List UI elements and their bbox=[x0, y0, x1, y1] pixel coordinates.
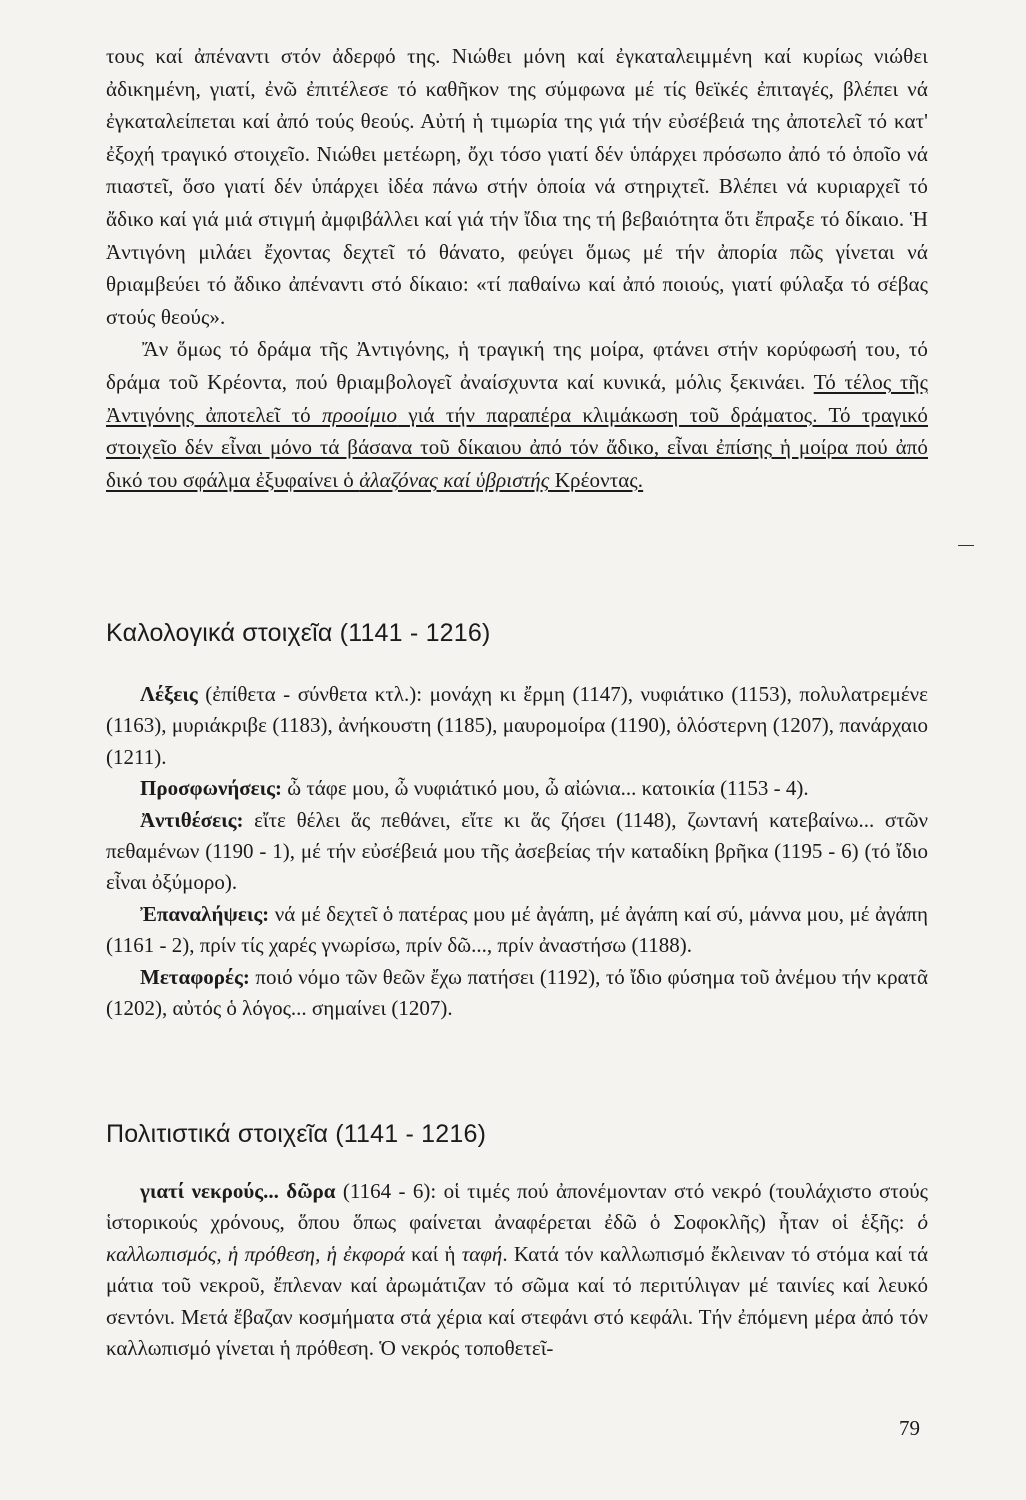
entry-lexeis bbox=[106, 679, 928, 773]
paragraph-2-start: Ἄν ὅμως τό δράμα τῆς Ἀντιγόνης, ἡ τραγική της μοίρα, φτάνει στήν κορύφωσή του, τό δράμα τοῦ Κρέοντα, πού θριαμβολογεῖ ἀναίσχυντα καί κυνικά, μόλις ξεκινάει. bbox=[106, 337, 928, 394]
underlined-italic-2: ἀλαζόνας καί ὑβριστής bbox=[359, 467, 550, 492]
underlined-2: γιά τήν παραπέρα κλιμάκωση τοῦ δράματος. Τό τραγικό στοιχεῖο δέν εἶναι μόνο τά βάσανα τοῦ δίκαιου ἀπό τόν ἄδικο, εἶναι ἐπίσης ἡ μοίρα πού ἀπό δικό του σφάλμα ἐξυφαίνει ὁ bbox=[106, 402, 928, 492]
section-title-politistika: Πολιτιστικά στοιχεῖα (1141 - 1216) bbox=[106, 1120, 487, 1148]
entry-text: ὦ τάφε μου, ὦ νυφιάτικό μου, ὦ αἰώνια... κατοικία (1153 - 4). bbox=[282, 776, 809, 801]
underlined-3: Κρέοντας. bbox=[549, 467, 644, 492]
page-number: 79 bbox=[899, 1416, 920, 1440]
entry-text-3: . Κατά τόν καλλωπισμό ἔκλειναν τό στόμα καί τά μάτια τοῦ νεκροῦ, ἔπλεναν καί ἀρωμάτιζαν τό σῶμα καί τό περιτύλιγαν μέ ταινίες καί λευκό σεντόνι. Μετά ἔβαζαν κοσμήματα στά χέρια καί στεφάνι στό κεφάλι. Τήν ἐπόμενη μέρα ἀπό τόν καλλωπισμό γίνεται ἡ πρόθεση. Ὁ νεκρός τοποθετεῖ- bbox=[106, 1241, 928, 1361]
entry-prosfoniseis bbox=[106, 773, 928, 804]
entry-antitheseis bbox=[106, 805, 928, 899]
entry-text: (ἐπίθετα - σύνθετα κτλ.): μονάχη κι ἔρμη (1147), νυφιάτικο (1153), πολυλατρεμένε (1163), μυριάκριβε (1183), ἀνήκουστη (1185), μαυρομοίρα (1190), ὁλόστερνη (1207), πανάρχαιο (1211). bbox=[106, 682, 928, 769]
entry-nekrous-dora bbox=[106, 1176, 928, 1364]
entry-label: Ἀντιθέσεις: bbox=[140, 807, 244, 832]
entry-italic-2: ταφή bbox=[461, 1241, 503, 1266]
margin-mark bbox=[958, 545, 974, 546]
paragraph-2 bbox=[106, 333, 928, 496]
section-title-kalologika: Καλολογικά στοιχεῖα (1141 - 1216) bbox=[106, 619, 491, 647]
entry-text: ποιό νόμο τῶν θεῶν ἔχω πατήσει (1192), τό ἴδιο φύσημα τοῦ ἀνέμου τήν κρατᾶ (1202), αὐτός ὁ λόγος... σημαίνει (1207). bbox=[106, 964, 928, 1021]
underlined-italic-1: προοίμιο bbox=[322, 402, 398, 427]
entry-text-2: καί ἡ bbox=[404, 1241, 462, 1266]
entry-label: Προσφωνήσεις: bbox=[140, 776, 283, 801]
entry-italic-1: ὁ καλλωπισμός, ἡ πρόθεση, ἡ ἐκφορά bbox=[106, 1210, 928, 1266]
entry-text: εἴτε θέλει ἅς πεθάνει, εἴτε κι ἅς ζήσει (1148), ζωντανή κατεβαίνω... στῶν πεθαμένων (1190 - 1), μέ τήν εὐσέβειά μου τῆς ἀσεβείας τήν καταδίκη βρῆκα (1195 - 6) (τό ἴδιο εἶναι ὀξύμορο). bbox=[106, 807, 928, 895]
top-text bbox=[106, 40, 928, 496]
paragraph-1: τους καί ἀπέναντι στόν ἀδερφό της. Νιώθει μόνη καί ἐγκαταλειμμένη καί κυρίως νιώθει ἀδικημένη, γιατί, ἐνῶ ἐπιτέλεσε τό καθῆκον της σύμφωνα μέ τίς θεϊκές ἐπιταγές, βλέπει νά ἐγκαταλείπεται καί ἀπό τούς θεούς. Αὐτή ἡ τιμωρία της γιά τήν εὐσέβειά της ἀποτελεῖ τό κατ' ἐξοχή τραγικό στοιχεῖο. Νιώθει μετέωρη, ὄχι τόσο γιατί δέν ὑπάρχει πρόσωπο ἀπό τό ὁποῖο νά πιαστεῖ, ὅσο γιατί δέν ὑπάρχει ἰδέα πάνω στήν ὁποία νά στηριχτεῖ. Βλέπει νά κυριαρχεῖ τό ἄδικο καί γιά μιά στιγμή ἀμφιβάλλει καί γιά τήν ἴδια της τή βεβαιότητα ὅτι ἔπραξε τό δίκαιο. Ἡ Ἀντιγόνη μιλάει ἔχοντας δεχτεῖ τό θάνατο, φεύγει ὅμως μέ τήν ἀπορία πῶς γίνεται νά θριαμβεύει τό ἄδικο ἀπέναντι στό δίκαιο: «τί παθαίνω καί ἀπό ποιούς, γιατί φύλαξα τό σέβας στούς θεούς». bbox=[106, 44, 928, 329]
entry-text: νά μέ δεχτεῖ ὁ πατέρας μου μέ ἀγάπη, μέ ἀγάπη καί σύ, μάννα μου, μέ ἀγάπη (1161 - 2), πρίν τίς χαρές γνωρίσω, πρίν δῶ..., πρίν ἀναστήσω (1188). bbox=[106, 901, 928, 958]
entry-metafores bbox=[106, 962, 928, 1025]
underlined-1: Τό τέλος τῆς Ἀντιγόνης ἀποτελεῖ τό bbox=[106, 369, 928, 427]
entry-label: Λέξεις bbox=[140, 682, 198, 706]
section-kalologika bbox=[106, 617, 928, 1024]
entry-text-1: (1164 - 6): οἱ τιμές πού ἀπονέμονταν στό νεκρό (τουλάχιστο στούς ἱστορικούς χρόνους, ὅπου ὅπως φαίνεται ἀναφέρεται ἐδῶ ὁ Σοφοκλῆς) ἦταν οἱ ἑξῆς: bbox=[106, 1179, 928, 1235]
entry-epanalipseis bbox=[106, 899, 928, 962]
entry-label: Μεταφορές: bbox=[140, 964, 250, 989]
section-politistika bbox=[106, 1118, 928, 1364]
entry-label: Ἐπαναλήψεις: bbox=[140, 901, 270, 926]
entry-label: γιατί νεκρούς... δῶρα bbox=[140, 1179, 336, 1203]
